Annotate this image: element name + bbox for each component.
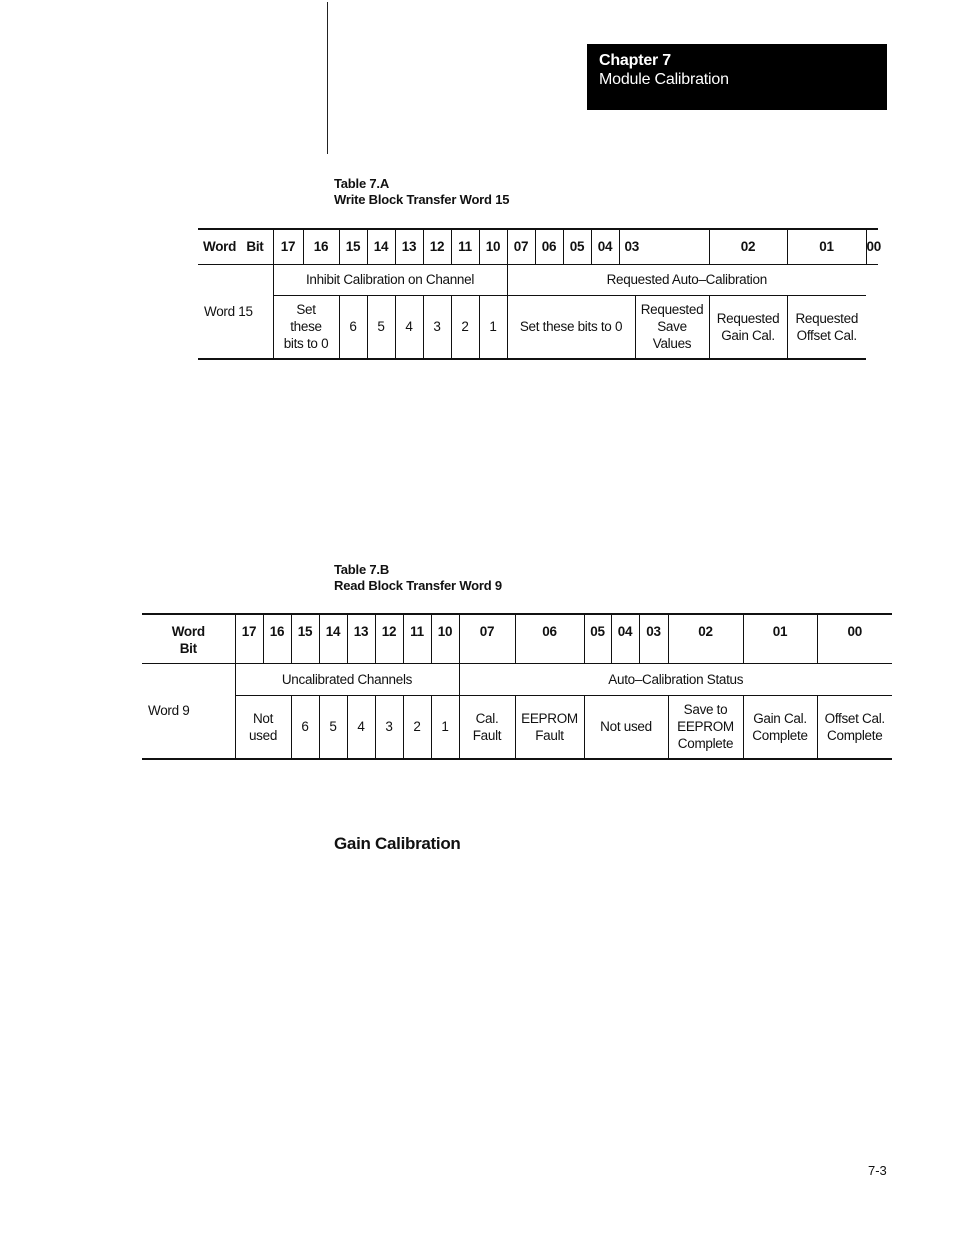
read-block-transfer-table — [142, 613, 892, 760]
bit-header: 10 — [479, 229, 507, 264]
table-row — [198, 295, 878, 359]
group-uncalibrated-channels: Uncalibrated Channels — [235, 663, 459, 695]
not-used-wide-cell: Not used — [584, 695, 668, 759]
channel-cell: 3 — [423, 295, 451, 359]
cell-line: Requested — [716, 310, 780, 326]
table-row — [198, 229, 878, 264]
table-row — [142, 663, 892, 695]
channel-cell: 1 — [431, 695, 459, 759]
cell-line: Cal. — [475, 710, 499, 726]
table-b-id: Table 7.B — [334, 562, 390, 577]
cell-line: EEPROM — [521, 710, 578, 726]
table-a-caption — [334, 176, 509, 208]
cell-line: Requested — [795, 310, 859, 326]
corner-word: Word — [171, 624, 205, 639]
header-corner — [142, 614, 235, 663]
cell-line: Requested — [640, 302, 704, 318]
channel-cell: 4 — [347, 695, 375, 759]
bit-header: 03 — [619, 229, 709, 264]
bit-header: 12 — [375, 614, 403, 663]
bit-header: 03 — [639, 614, 668, 663]
bit-header: 02 — [709, 229, 787, 264]
bit-header: 00 — [866, 229, 878, 264]
table-a-title: Write Block Transfer Word 15 — [334, 192, 510, 207]
cell-line: Gain Cal. — [721, 327, 775, 343]
cell-line: Not — [252, 710, 274, 726]
channel-cell: 5 — [367, 295, 395, 359]
bit-header: 17 — [235, 614, 263, 663]
section-heading: Gain Calibration — [334, 834, 461, 853]
channel-cell: 2 — [451, 295, 479, 359]
chapter-header — [587, 44, 887, 110]
cell-line: Complete — [752, 727, 808, 743]
cell-line: Gain Cal. — [753, 710, 807, 726]
channel-cell: 1 — [479, 295, 507, 359]
cell-line: bits to 0 — [283, 336, 329, 352]
not-used-cell — [235, 695, 291, 759]
cell-line: these — [290, 319, 322, 335]
bit-header: 13 — [347, 614, 375, 663]
table-row — [198, 264, 878, 295]
header-corner — [198, 229, 273, 264]
cell-line: Complete — [677, 736, 734, 752]
bit-header: 13 — [395, 229, 423, 264]
bit-header: 06 — [515, 614, 584, 663]
cal-fault-cell — [459, 695, 515, 759]
bit-header: 11 — [403, 614, 431, 663]
requested-save-cell — [635, 295, 709, 359]
cell-line: Save — [657, 319, 687, 335]
cell-line: Offset Cal. — [796, 327, 857, 343]
channel-cell: 4 — [395, 295, 423, 359]
channel-cell: 3 — [375, 695, 403, 759]
corner-bit: Bit — [179, 641, 197, 656]
bit-header: 16 — [263, 614, 291, 663]
channel-cell: 2 — [403, 695, 431, 759]
cell-line: used — [248, 727, 278, 743]
chapter-title: Module Calibration — [599, 71, 729, 88]
offset-complete-cell — [817, 695, 892, 759]
bit-header: 06 — [535, 229, 563, 264]
word-label: Word 9 — [142, 663, 235, 759]
channel-cell: 5 — [319, 695, 347, 759]
bit-header: 02 — [668, 614, 743, 663]
channel-cell: 6 — [339, 295, 367, 359]
group-auto-calibration: Requested Auto–Calibration — [507, 264, 866, 295]
cell-line: Set — [296, 302, 316, 318]
bit-header: 07 — [459, 614, 515, 663]
eeprom-fault-cell — [515, 695, 584, 759]
cell-line: Fault — [472, 727, 502, 743]
group-inhibit-calibration: Inhibit Calibration on Channel — [273, 264, 507, 295]
gain-complete-cell — [743, 695, 817, 759]
cell-line: Complete — [827, 727, 883, 743]
cell-line: Offset Cal. — [824, 710, 885, 726]
chapter-number: Chapter 7 — [599, 52, 671, 69]
table-row — [142, 695, 892, 759]
corner-bit: Bit — [246, 239, 264, 255]
channel-cell: 6 — [291, 695, 319, 759]
save-eeprom-cell — [668, 695, 743, 759]
set-bits-zero-cell — [273, 295, 339, 359]
bit-header: 11 — [451, 229, 479, 264]
bit-header: 05 — [584, 614, 611, 663]
page-number: 7-3 — [868, 1163, 887, 1178]
set-bits-zero-wide-cell: Set these bits to 0 — [507, 295, 635, 359]
bit-header: 07 — [507, 229, 535, 264]
bit-header: 14 — [319, 614, 347, 663]
bit-header: 01 — [787, 229, 866, 264]
table-a-id: Table 7.A — [334, 176, 390, 191]
table-b-title: Read Block Transfer Word 9 — [334, 578, 502, 593]
write-block-transfer-table — [198, 228, 881, 360]
bit-header: 00 — [817, 614, 892, 663]
bit-header: 15 — [291, 614, 319, 663]
bit-header: 17 — [273, 229, 303, 264]
bit-header: 14 — [367, 229, 395, 264]
bit-header: 16 — [303, 229, 339, 264]
bit-header: 10 — [431, 614, 459, 663]
requested-gain-cell — [709, 295, 787, 359]
word-label: Word 15 — [198, 264, 273, 359]
corner-word: Word — [203, 239, 237, 255]
requested-offset-cell — [787, 295, 866, 359]
margin-rule — [327, 2, 328, 154]
cell-line: EEPROM — [677, 719, 734, 735]
table-b-caption — [334, 562, 502, 594]
bit-header: 04 — [591, 229, 619, 264]
bit-header: 01 — [743, 614, 817, 663]
bit-header: 04 — [611, 614, 639, 663]
group-auto-calibration-status: Auto–Calibration Status — [459, 663, 892, 695]
table-row — [142, 614, 892, 663]
bit-header: 12 — [423, 229, 451, 264]
bit-header: 05 — [563, 229, 591, 264]
cell-line: Fault — [535, 727, 564, 743]
cell-line: Save to — [683, 702, 728, 718]
bit-header: 15 — [339, 229, 367, 264]
cell-line: Values — [652, 336, 692, 352]
